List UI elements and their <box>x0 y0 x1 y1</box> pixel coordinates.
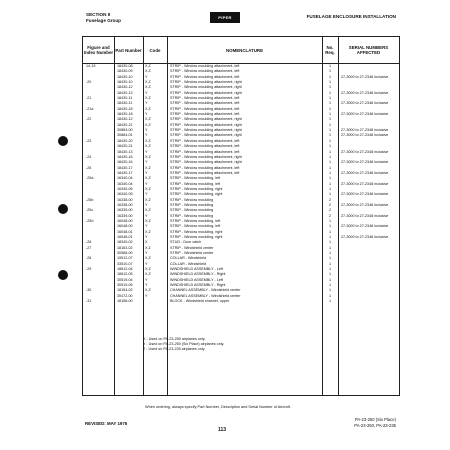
code-cell: X,Z <box>145 176 151 181</box>
serial-cell: 27-3000 to 27-2348 inclusive <box>341 149 389 154</box>
binder-hole <box>58 204 68 214</box>
note-z: Z - Used on PA-23-235 airplanes only. <box>143 347 206 351</box>
quantity-cell: 1 <box>328 69 332 74</box>
part-number-cell: 18430-17 <box>117 165 133 170</box>
binder-hole <box>58 270 68 280</box>
serial-cell: 27-3000 to 27-2348 inclusive <box>341 235 389 239</box>
quantity-cell: 1 <box>328 240 332 245</box>
part-number-cell: 16340-05 <box>117 186 133 191</box>
nomenclature-cell: STRIP - Window moulding attachment, left <box>170 69 240 74</box>
part-number-cell: 16048-01 <box>117 235 133 239</box>
figure-index-cell: -31 <box>86 299 92 304</box>
nomenclature-cell: STRIP - Window moulding attachment, right <box>170 128 242 133</box>
nomenclature-cell: WINDSHIELD ASSEMBLY - Right <box>170 283 226 288</box>
table-header <box>83 37 399 64</box>
part-number-cell: 18430-13 <box>117 90 133 95</box>
code-cell: X,Z <box>145 144 151 149</box>
binder-hole <box>58 136 68 146</box>
quantity-cell: 1 <box>328 106 332 111</box>
quantity-cell: 1 <box>328 154 332 159</box>
model-line: PA-23-250, PA-23-235 <box>354 422 396 428</box>
nomenclature-cell: STRIP - Window moulding attachment, left <box>170 106 240 111</box>
code-cell: Y <box>145 251 148 256</box>
quantity-cell: 1 <box>328 117 332 122</box>
part-number-cell: 18430-12 <box>117 85 133 90</box>
quantity-cell: 1 <box>328 224 332 229</box>
code-cell: X,Z <box>145 80 151 85</box>
part-number-cell: 18430-16 <box>117 160 133 165</box>
nomenclature-cell: STRIP - Window moulding, right <box>170 235 223 239</box>
code-cell: X,Z <box>145 272 151 277</box>
code-cell: Y <box>145 293 148 298</box>
quantity-cell: 1 <box>328 144 332 149</box>
quantity-cell: 2 <box>328 208 332 213</box>
code-cell: X,Z <box>145 69 151 74</box>
code-cell: Y <box>145 192 148 197</box>
nomenclature-cell: STRIP - Window moulding attachment, left <box>170 74 240 79</box>
quantity-cell: 2 <box>328 202 332 207</box>
serial-cell: 27-3000 to 27-2348 inclusive <box>341 74 389 79</box>
nomenclature-cell: STRIP - Window moulding attachment, left <box>170 149 240 154</box>
quantity-cell: 1 <box>328 64 332 68</box>
part-number-cell: 16339-00 <box>117 208 133 213</box>
piper-logo <box>210 12 240 23</box>
serial-cell: 27-3000 to 27-2348 inclusive <box>341 202 389 207</box>
quantity-cell: 1 <box>328 101 332 106</box>
page-title: FUSELAGE ENCLOSURE INSTALLATION <box>306 14 396 19</box>
quantity-cell: 1 <box>328 186 332 191</box>
nomenclature-cell: STUD - Door catch <box>170 240 202 245</box>
figure-index-cell: -25 <box>86 165 92 170</box>
part-number-cell: 18430-13 <box>117 149 133 154</box>
quantity-cell: 1 <box>328 128 332 133</box>
code-cell: Y <box>145 202 148 207</box>
part-number-cell: 16340-05 <box>117 192 133 197</box>
code-cell: X,Z <box>145 186 151 191</box>
serial-cell: 27-3000 to 27-2348 inclusive <box>341 192 389 197</box>
part-number-cell: 18430-21 <box>117 122 133 127</box>
section-label: SECTION II <box>86 12 111 17</box>
quantity-cell: 1 <box>328 261 332 266</box>
quantity-cell: 1 <box>328 80 332 85</box>
part-number-cell: 16338-00 <box>117 202 133 207</box>
code-cell: X,Z <box>145 267 151 272</box>
nomenclature-cell: STRIP - Window moulding, left <box>170 181 221 186</box>
part-number-cell: 30884-01 <box>117 133 133 138</box>
part-number-cell: 30519-05 <box>117 283 133 288</box>
code-cell: Y <box>145 224 148 229</box>
figure-index-cell: -29 <box>86 267 92 272</box>
code-cell: Y <box>145 149 148 154</box>
col-header-figure: Figure and Index Number <box>83 45 114 55</box>
model-line: PA-23-250 (Six Place) <box>354 417 396 422</box>
part-number-cell: 18430-21 <box>117 144 133 149</box>
nomenclature-cell: STRIP - Window moulding attachment, left <box>170 138 240 143</box>
quantity-cell: 1 <box>328 133 332 138</box>
section-header <box>86 12 121 24</box>
serial-cell: 27-3000 to 27-2348 inclusive <box>341 112 389 117</box>
quantity-cell: 1 <box>328 283 332 288</box>
nomenclature-cell: BLOCK - Windshield channel, upper <box>170 299 230 304</box>
figure-index-cell: -25b <box>86 197 94 202</box>
serial-cell: 27-3000 to 27-2348 inclusive <box>341 170 389 175</box>
note-y: Y - Used on PA-23-250 (Six Place) airplanes only. <box>143 342 225 346</box>
figure-index-cell: -24 <box>86 154 92 159</box>
serial-cell: 27-3000 to 27-2348 inclusive <box>341 128 389 133</box>
quantity-cell: 1 <box>328 277 332 282</box>
quantity-cell: 2 <box>328 213 332 218</box>
nomenclature-cell: STRIP - Window moulding attachment, left <box>170 112 240 117</box>
part-number-cell: 30519-04 <box>117 277 133 282</box>
figure-index-cell: -23 <box>86 138 92 143</box>
serial-cell: 27-3000 to 27-2348 inclusive <box>341 213 389 218</box>
part-number-cell: 18349-02 <box>117 240 133 245</box>
nomenclature-cell: WINDSHIELD ASSEMBLY - Left <box>170 267 223 272</box>
quantity-cell: 1 <box>328 272 332 277</box>
quantity-cell: 1 <box>328 165 332 170</box>
nomenclature-cell: STRIP - Window moulding attachment, left <box>170 165 240 170</box>
nomenclature-cell: STRIP - Window moulding, right <box>170 229 223 234</box>
col-header-part: Part Number <box>115 47 142 53</box>
part-number-cell: 16048-00 <box>117 218 133 223</box>
part-number-cell: 16340-04 <box>117 176 133 181</box>
code-cell: X,Z <box>145 96 151 101</box>
nomenclature-cell: STRIP - Window moulding <box>170 202 214 207</box>
code-cell: Y <box>145 90 148 95</box>
nomenclature-cell: STRIP - Window moulding, right <box>170 192 223 197</box>
code-cell: Y <box>145 101 148 106</box>
col-header-nomenclature: NOMENCLATURE <box>226 47 263 53</box>
code-cell: Y <box>145 128 148 133</box>
quantity-cell: 1 <box>328 176 332 181</box>
part-number-cell: 30472-00 <box>117 293 133 298</box>
part-number-cell: 18430-20 <box>117 138 133 143</box>
logo-text: PIPER <box>218 15 232 20</box>
code-cell: Y <box>145 235 148 239</box>
nomenclature-cell: STRIP - Window moulding attachment, left <box>170 96 240 101</box>
part-number-cell: 33510-07 <box>117 261 133 266</box>
page-number: 113 <box>218 427 227 433</box>
model-applicability <box>354 417 396 428</box>
figure-index-cell: -21a <box>86 106 94 111</box>
quantity-cell: 1 <box>328 85 332 90</box>
quantity-cell: 1 <box>328 138 332 143</box>
code-cell: Y <box>145 160 148 165</box>
quantity-cell: 2 <box>328 197 332 202</box>
part-number-cell: 18163-02 <box>117 245 133 250</box>
part-number-cell: 18430-09 <box>117 69 133 74</box>
table-row <box>83 299 399 304</box>
quantity-cell: 1 <box>328 288 332 293</box>
quantity-cell: 1 <box>328 251 332 256</box>
parts-table <box>82 36 400 396</box>
figure-index-cell: -21 <box>86 96 92 101</box>
nomenclature-cell: WINDSHIELD ASSEMBLY - Left <box>170 277 223 282</box>
nomenclature-cell: STRIP - Window moulding, left <box>170 224 221 229</box>
code-cell: X,Z <box>145 138 151 143</box>
code-cell: Y <box>145 283 148 288</box>
col-header-no-req: No. Req. <box>325 45 335 55</box>
code-cell: X <box>145 240 148 245</box>
part-number-cell: 18158-00 <box>117 299 133 304</box>
code-cell: Y <box>145 170 148 175</box>
code-cell: Y <box>145 277 148 282</box>
nomenclature-cell: CHANNEL ASSEMBLY - Windshield center <box>170 288 241 293</box>
nomenclature-cell: STRIP - Window moulding attachment, right <box>170 90 242 95</box>
part-number-cell: 18430-18 <box>117 112 133 117</box>
quantity-cell: 1 <box>328 235 332 239</box>
col-header-code: Code <box>149 47 161 53</box>
part-number-cell: 18430-12 <box>117 117 133 122</box>
nomenclature-cell: STRIP - Window moulding attachment, left <box>170 144 240 149</box>
nomenclature-cell: STRIP - Window moulding, left <box>170 176 221 181</box>
nomenclature-cell: STRIP - Window moulding, left <box>170 218 221 223</box>
quantity-cell: 1 <box>328 122 332 127</box>
quantity-cell: 1 <box>328 160 332 165</box>
code-cell: Y <box>145 261 148 266</box>
part-number-cell: 18430-10 <box>117 80 133 85</box>
code-cell: X,Z <box>145 288 151 293</box>
quantity-cell: 1 <box>328 112 332 117</box>
figure-index-cell: -26 <box>86 240 92 245</box>
figure-index-cell: -22 <box>86 117 92 122</box>
code-cell: Y <box>145 112 148 117</box>
nomenclature-cell: STRIP - Window moulding <box>170 208 214 213</box>
code-cell: X,Z <box>145 197 151 202</box>
code-cell: X,Z <box>145 208 151 213</box>
code-cell: X,Z <box>145 229 151 234</box>
part-number-cell: 16339-00 <box>117 213 133 218</box>
code-cell: X,Z <box>145 154 151 159</box>
quantity-cell: 1 <box>328 96 332 101</box>
figure-index-cell: -25d <box>86 218 94 223</box>
code-cell: Y <box>145 181 148 186</box>
nomenclature-cell: STRIP - Window moulding attachment, right <box>170 122 242 127</box>
part-number-cell: 16048-00 <box>117 224 133 229</box>
code-cell: Y <box>145 133 148 138</box>
part-number-cell: 30568-00 <box>117 251 133 256</box>
part-number-cell: 18430-18 <box>117 106 133 111</box>
serial-cell: 27-3000 to 27-2348 inclusive <box>341 181 389 186</box>
code-cell: X,Z <box>145 85 151 90</box>
part-number-cell: 30884-00 <box>117 128 133 133</box>
nomenclature-cell: WINDSHIELD ASSEMBLY - Right <box>170 272 226 277</box>
figure-index-cell: 14-19 <box>86 64 96 68</box>
code-cell: Y <box>145 74 148 79</box>
table-body <box>83 64 399 304</box>
nomenclature-cell: STRIP - Window moulding, right <box>170 186 223 191</box>
nomenclature-cell: COLLAR - Windshield <box>170 261 207 266</box>
code-notes <box>143 337 224 352</box>
revision-date: REVISED: MAY 1975 <box>85 421 128 426</box>
note-x: X - Used on PA-23-250 airplanes only. <box>143 337 206 341</box>
part-number-cell: 18430-08 <box>117 64 133 68</box>
figure-index-cell: -27 <box>86 245 92 250</box>
code-cell: X,Z <box>145 165 151 170</box>
nomenclature-cell: STRIP - Window moulding attachment, right <box>170 160 242 165</box>
quantity-cell: 1 <box>328 256 332 261</box>
nomenclature-cell: COLLAR - Windshield <box>170 256 207 261</box>
code-cell: X,Z <box>145 117 151 122</box>
part-number-cell: 16338-00 <box>117 197 133 202</box>
part-number-cell: 18430-10 <box>117 74 133 79</box>
group-label: Fuselage Group <box>86 18 121 23</box>
code-cell: X,Z <box>145 218 151 223</box>
nomenclature-cell: STRIP - Window moulding attachment, right <box>170 154 242 159</box>
code-cell: X,Z <box>145 122 151 127</box>
nomenclature-cell: STRIP - Window moulding <box>170 197 214 202</box>
nomenclature-cell: STRIP - Window moulding attachment, right <box>170 80 242 85</box>
ordering-note: When ordering, always specify Part Number, Description and Serial Number of Aircraft. <box>145 405 291 409</box>
figure-index-cell: -28 <box>86 256 92 261</box>
nomenclature-cell: CHANNEL ASSEMBLY - Windshield center <box>170 293 241 298</box>
quantity-cell: 1 <box>328 170 332 175</box>
serial-cell: 27-3000 to 27-2348 inclusive <box>341 224 389 229</box>
part-number-cell: 16048-01 <box>117 229 133 234</box>
part-number-cell: 18430-11 <box>117 96 133 101</box>
nomenclature-cell: STRIP - Window moulding attachment, left <box>170 64 240 68</box>
part-number-cell: 18430-17 <box>117 170 133 175</box>
part-number-cell: 18430-11 <box>117 101 133 106</box>
quantity-cell: 1 <box>328 293 332 298</box>
code-cell: X,Z <box>145 64 151 68</box>
quantity-cell: 1 <box>328 299 332 304</box>
figure-index-cell: -20 <box>86 80 92 85</box>
part-number-cell: 18430-16 <box>117 154 133 159</box>
figure-index-cell: -25a <box>86 176 94 181</box>
part-number-cell: 19512-07 <box>117 256 133 261</box>
code-cell: Y <box>145 213 148 218</box>
part-number-cell: 18612-05 <box>117 272 133 277</box>
quantity-cell: 1 <box>328 149 332 154</box>
code-cell: X,Z <box>145 245 151 250</box>
figure-index-cell: -30 <box>86 288 92 293</box>
figure-index-cell: -25c <box>86 208 94 213</box>
nomenclature-cell: STRIP - Window moulding <box>170 213 214 218</box>
nomenclature-cell: STRIP - Window moulding attachment, right <box>170 117 242 122</box>
part-number-cell: 18612-04 <box>117 267 133 272</box>
quantity-cell: 1 <box>328 181 332 186</box>
quantity-cell: 1 <box>328 229 332 234</box>
nomenclature-cell: STRIP - Window moulding attachment, right <box>170 85 242 90</box>
nomenclature-cell: STRIP - Windshield center <box>170 245 214 250</box>
serial-cell: 27-3000 to 27-2348 inclusive <box>341 90 389 95</box>
nomenclature-cell: STRIP - Window moulding attachment, left <box>170 170 240 175</box>
quantity-cell: 1 <box>328 245 332 250</box>
serial-cell: 27-3000 to 27-2348 inclusive <box>341 101 389 106</box>
nomenclature-cell: STRIP - Window moulding attachment, right <box>170 133 242 138</box>
code-cell: X,Z <box>145 106 151 111</box>
quantity-cell: 1 <box>328 74 332 79</box>
quantity-cell: 1 <box>328 267 332 272</box>
part-number-cell: 18154-02 <box>117 288 133 293</box>
part-number-cell: 16340-04 <box>117 181 133 186</box>
quantity-cell: 1 <box>328 218 332 223</box>
col-header-serial: SERIAL NUMBERS AFFECTED <box>348 45 389 55</box>
nomenclature-cell: STRIP - Windshield center <box>170 251 214 256</box>
code-cell: X,Z <box>145 256 151 261</box>
serial-cell: 27-3000 to 27-2348 inclusive <box>341 133 389 138</box>
quantity-cell: 1 <box>328 90 332 95</box>
serial-cell: 27-3000 to 27-2348 inclusive <box>341 160 389 165</box>
nomenclature-cell: STRIP - Window moulding attachment, left <box>170 101 240 106</box>
quantity-cell: 1 <box>328 192 332 197</box>
